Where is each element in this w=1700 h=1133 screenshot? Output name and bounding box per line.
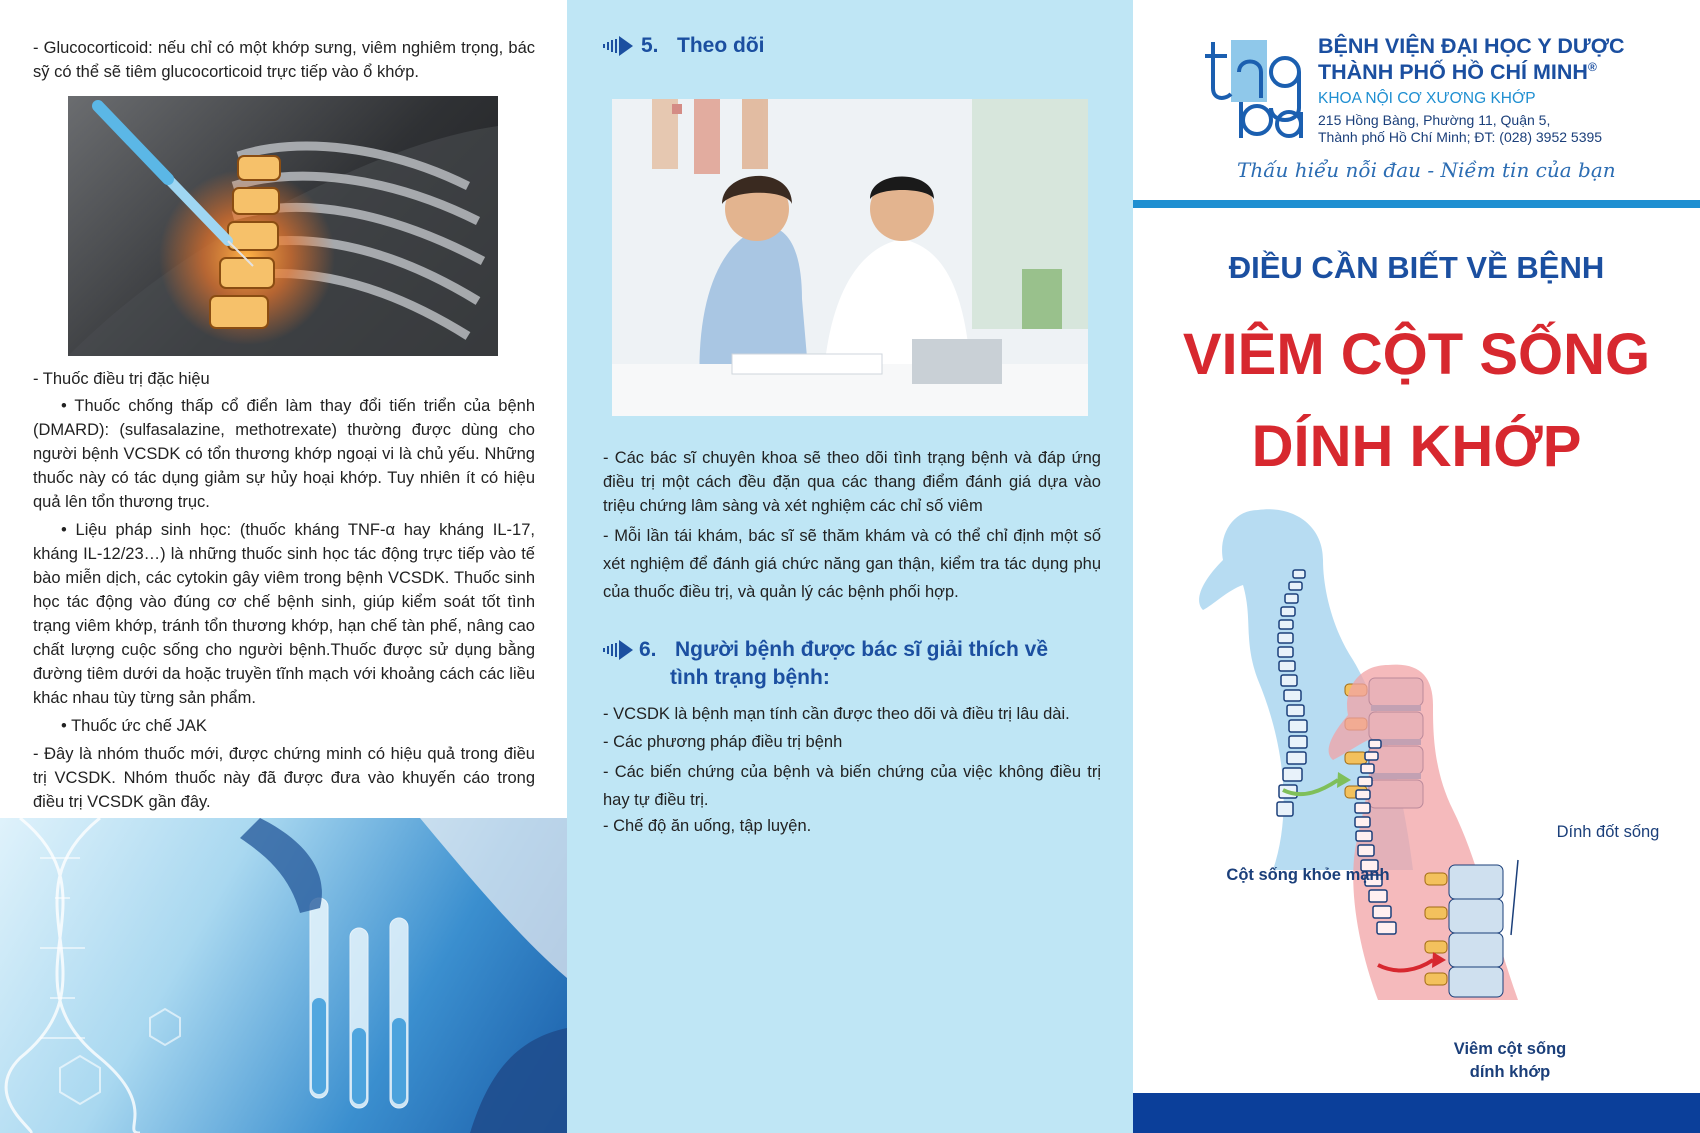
explain-item-2: - Các phương pháp điều trị bệnh — [603, 733, 843, 751]
biologic-paragraph: • Liệu pháp sinh học: (thuốc kháng TNF-α hay kháng IL-17, kháng IL-12/23…) là những thuốc sinh học tác động trực tiếp vào tế bào miễn dịch, các cytokin gây viêm trong bệnh VCSDK. Thuốc sinh học tác động vào đúng cơ chế bệnh sinh, giúp kiểm soát tốt tình trạng viêm khớp, tránh tổn thương khớp, hạn chế tàn phế, nâng cao chất lượng cuộc sống cho người bệnh.Thuốc được sử dụng bằng đường tiêm dưới da hoặc truyền tĩnh mạch với khoảng cách các liều khác nhau tùy từng sản phẩm. — [33, 521, 535, 707]
hospital-logo — [1205, 38, 1305, 138]
section-arrow-icon — [603, 640, 633, 660]
section-5-title: Theo dõi — [677, 34, 765, 57]
section-5-number: 5. — [641, 34, 659, 57]
hospital-name-line2 — [1318, 60, 1597, 85]
specific-treatment-heading: - Thuốc điều trị đặc hiệu — [33, 370, 210, 388]
bottom-bar — [1133, 1093, 1700, 1133]
address-line2: Thành phố Hồ Chí Minh; ĐT: (028) 3952 5395 — [1318, 129, 1603, 145]
explain-item-1: - VCSDK là bệnh mạn tính cần được theo dõi và điều trị lâu dài. — [603, 705, 1070, 723]
hospital-name-line1: BỆNH VIỆN ĐẠI HỌC Y DƯỢC — [1318, 34, 1625, 58]
glucocorticoid-paragraph: - Glucocorticoid: nếu chỉ có một khớp sưng, viêm nghiêm trọng, bác sỹ có thể sẽ tiêm glucocorticoid trực tiếp vào ổ khớp. — [33, 39, 535, 81]
jak-paragraph: • Thuốc ức chế JAK — [61, 717, 207, 735]
new-drugs-paragraph: - Đây là nhóm thuốc mới, được chứng minh có hiệu quả trong điều trị VCSDK. Nhóm thuốc này đã được đưa vào khuyến cáo trong điều trị VCSDK gần đây. — [33, 745, 535, 811]
cover-title-line2: DÍNH KHỚP — [1251, 414, 1582, 479]
caption-disease-line2: dính khớp — [1469, 1063, 1551, 1081]
section-6-number: 6. — [639, 638, 657, 661]
caption-disease-line1: Viêm cột sống — [1453, 1040, 1567, 1058]
explain-item-4: - Chế độ ăn uống, tập luyện. — [603, 817, 812, 835]
department-name: KHOA NỘI CƠ XƯƠNG KHỚP — [1318, 90, 1536, 107]
section-5-heading — [641, 32, 765, 60]
divider-bar — [1133, 200, 1700, 208]
dmard-paragraph: • Thuốc chống thấp cổ điển làm thay đổi tiến triển của bệnh (DMARD): (sulfasalazine, methotrexate) thường được dùng cho người bệnh VCSDK có tổn thương khớp ngoại vi là chủ yếu. Những thuốc này có tác dụng giảm sự hủy hoại khớp. Tuy nhiên ít có hiệu quả lên tổn thương trục. — [33, 397, 535, 511]
section-6-title-line1: Người bệnh được bác sĩ giải thích về — [675, 638, 1049, 661]
tagline: Thấu hiểu nỗi đau - Niềm tin của bạn — [1237, 158, 1616, 182]
section-arrow-icon — [603, 36, 633, 56]
section-6-heading — [639, 636, 1099, 692]
address-line1: 215 Hồng Bàng, Phường 11, Quận 5, — [1318, 112, 1551, 128]
cover-subtitle: ĐIỀU CẦN BIẾT VỀ BỆNH — [1228, 250, 1605, 285]
monitoring-paragraph-1: - Các bác sĩ chuyên khoa sẽ theo dõi tình trạng bệnh và đáp ứng điều trị một cách đều đặn qua các thang điểm đánh giá dựa vào triệu chứng lâm sàng và xét nghiệm các chỉ số viêm — [603, 449, 1101, 515]
caption-fused-vertebrae: Dính đốt sống — [1556, 823, 1660, 841]
spine-illustration — [1133, 490, 1700, 1090]
section-6-title-line2: tình trạng bệnh: — [670, 666, 830, 689]
explain-item-3: - Các biến chứng của bệnh và biến chứng của việc không điều trị hay tự điều trị. — [603, 763, 1101, 809]
laboratory-dna-image — [0, 818, 567, 1133]
registered-mark: ® — [1587, 60, 1597, 74]
cover-title-line1: VIÊM CỘT SỐNG — [1182, 322, 1651, 387]
doctor-consultation-image — [612, 99, 1088, 416]
monitoring-paragraph-2: - Mỗi lần tái khám, bác sĩ sẽ thăm khám và có thể chỉ định một số xét nghiệm để đánh giá chức năng gan thận, kiểm tra tác dụng phụ của thuốc điều trị, và quản lý các bệnh phối hợp. — [603, 527, 1101, 601]
hospital-name-line2-text: THÀNH PHỐ HỒ CHÍ MINH — [1318, 60, 1588, 85]
caption-healthy-spine: Cột sống khỏe mạnh — [1226, 866, 1390, 884]
spine-injection-image — [68, 96, 498, 356]
